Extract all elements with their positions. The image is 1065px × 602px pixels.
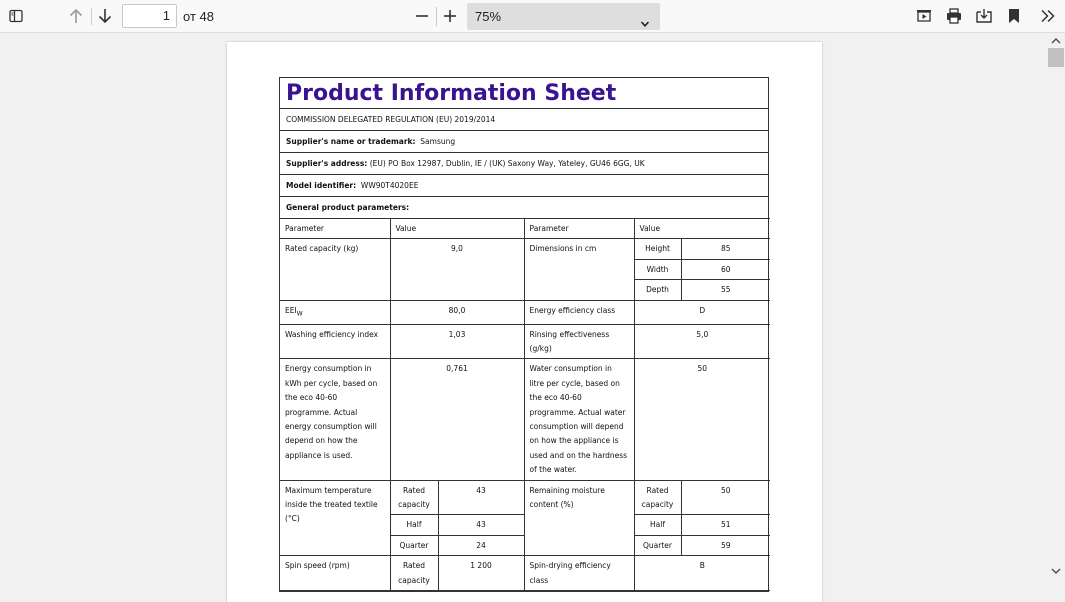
- presentation-mode-icon[interactable]: [912, 4, 936, 28]
- max-temp-rated-value: 43: [438, 480, 524, 515]
- sidebar-toggle-icon[interactable]: [4, 4, 28, 28]
- zoom-out-icon[interactable]: [410, 4, 434, 28]
- table-row: [280, 239, 770, 259]
- scroll-down-arrow-icon[interactable]: [1050, 564, 1062, 576]
- rinsing-label: Rinsing effectiveness (g/kg): [524, 324, 634, 359]
- header-value: Value: [390, 219, 524, 239]
- water-consumption-label: Water consumption in litre per cycle, based on the eco 40-60 programme. Actual water consumption will depend on how the appliance is used and on the hardness of the water.: [524, 359, 634, 480]
- moisture-half-label: Half: [634, 515, 681, 535]
- header-parameter-2: Parameter: [524, 219, 634, 239]
- previous-page-icon[interactable]: [64, 4, 88, 28]
- eei-value: 80,0: [390, 300, 524, 324]
- spin-rated-label: Rated capacity: [390, 556, 438, 591]
- spin-speed-label: Spin speed (rpm): [280, 556, 390, 591]
- moisture-rated-value: 50: [681, 480, 770, 515]
- table-row: [280, 324, 770, 359]
- table-row: [280, 300, 770, 324]
- energy-consumption-label: Energy consumption in kWh per cycle, based on the eco 40-60 programme. Actual energy consumption will depend on how the appliance is used.: [280, 359, 390, 480]
- general-params-label: General product parameters:: [286, 203, 410, 212]
- header-parameter: Parameter: [280, 219, 390, 239]
- depth-value: 55: [681, 280, 770, 300]
- sheet-title: Product Information Sheet: [286, 81, 617, 106]
- zoom-value: 75%: [475, 9, 502, 24]
- dimensions-label: Dimensions in cm: [524, 239, 634, 300]
- parameters-table: [280, 218, 770, 591]
- supplier-row: [280, 130, 768, 152]
- rated-capacity-value: 9,0: [390, 239, 524, 300]
- address-label: Supplier's address:: [286, 159, 368, 168]
- regulation-line: [280, 108, 768, 130]
- moisture-quarter-value: 59: [681, 535, 770, 555]
- height-value: 85: [681, 239, 770, 259]
- height-label: Height: [634, 239, 681, 259]
- vertical-scrollbar[interactable]: [1047, 33, 1065, 578]
- moisture-quarter-label: Quarter: [634, 535, 681, 555]
- spin-rated-value: 1 200: [438, 556, 524, 591]
- eei-label-subscript: W: [296, 310, 303, 318]
- max-temp-rated-label: Rated capacity: [390, 480, 438, 515]
- max-temp-quarter-label: Quarter: [390, 535, 438, 555]
- supplier-label: Supplier's name or trademark:: [286, 137, 416, 146]
- rinsing-value: 5,0: [634, 324, 770, 359]
- supplier-value: Samsung: [420, 137, 456, 146]
- regulation-text: COMMISSION DELEGATED REGULATION (EU) 2019/2014: [286, 115, 496, 124]
- scroll-up-arrow-icon[interactable]: [1050, 34, 1062, 46]
- energy-class-label: Energy efficiency class: [524, 300, 634, 324]
- washing-index-value: 1,03: [390, 324, 524, 359]
- table-row: [280, 480, 770, 515]
- max-temp-half-value: 43: [438, 515, 524, 535]
- product-information-sheet: [279, 77, 769, 592]
- model-value: WW90T4020EE: [360, 181, 419, 190]
- zoom-divider: [436, 7, 437, 26]
- pdf-page: [227, 42, 822, 602]
- table-header-row: [280, 219, 770, 239]
- spin-class-value: B: [634, 556, 770, 591]
- width-value: 60: [681, 259, 770, 279]
- address-value: (EU) PO Box 12987, Dublin, IE / (UK) Saxony Way, Yateley, GU46 6GG, UK: [369, 159, 645, 168]
- nav-divider: [91, 8, 92, 25]
- general-params-row: [280, 196, 768, 218]
- save-download-icon[interactable]: [972, 4, 996, 28]
- depth-label: Depth: [634, 280, 681, 300]
- rated-capacity-label: Rated capacity (kg): [280, 239, 390, 300]
- document-viewer[interactable]: [0, 33, 1047, 585]
- header-value-2: Value: [634, 219, 770, 239]
- table-row: [280, 359, 770, 480]
- bookmark-icon[interactable]: [1002, 4, 1026, 28]
- page-number-input[interactable]: 1: [122, 4, 177, 28]
- energy-class-value: D: [634, 300, 770, 324]
- max-temp-quarter-value: 24: [438, 535, 524, 555]
- spin-class-label: Spin-drying efficiency class: [524, 556, 634, 591]
- table-row: [280, 556, 770, 591]
- washing-index-label: Washing efficiency index: [280, 324, 390, 359]
- moisture-rated-label: Rated capacity: [634, 480, 681, 515]
- width-label: Width: [634, 259, 681, 279]
- model-row: [280, 174, 768, 196]
- eei-label-text: EEI: [285, 305, 297, 315]
- moisture-content-label: Remaining moisture content (%): [524, 480, 634, 556]
- water-consumption-value: 50: [634, 359, 770, 480]
- eei-label: [280, 300, 390, 324]
- next-page-icon[interactable]: [93, 4, 117, 28]
- address-row: [280, 152, 768, 174]
- more-tools-icon[interactable]: [1036, 4, 1060, 28]
- zoom-select[interactable]: [467, 3, 660, 30]
- moisture-half-value: 51: [681, 515, 770, 535]
- model-label: Model identifier:: [286, 181, 357, 190]
- zoom-in-icon[interactable]: [438, 4, 462, 28]
- print-icon[interactable]: [942, 4, 966, 28]
- page-total-label: от 48: [183, 9, 214, 24]
- pdf-toolbar: [0, 0, 1065, 33]
- energy-consumption-value: 0,761: [390, 359, 524, 480]
- scrollbar-thumb[interactable]: [1048, 48, 1064, 67]
- max-temp-half-label: Half: [390, 515, 438, 535]
- max-temperature-label: Maximum temperature inside the treated textile (°C): [280, 480, 390, 556]
